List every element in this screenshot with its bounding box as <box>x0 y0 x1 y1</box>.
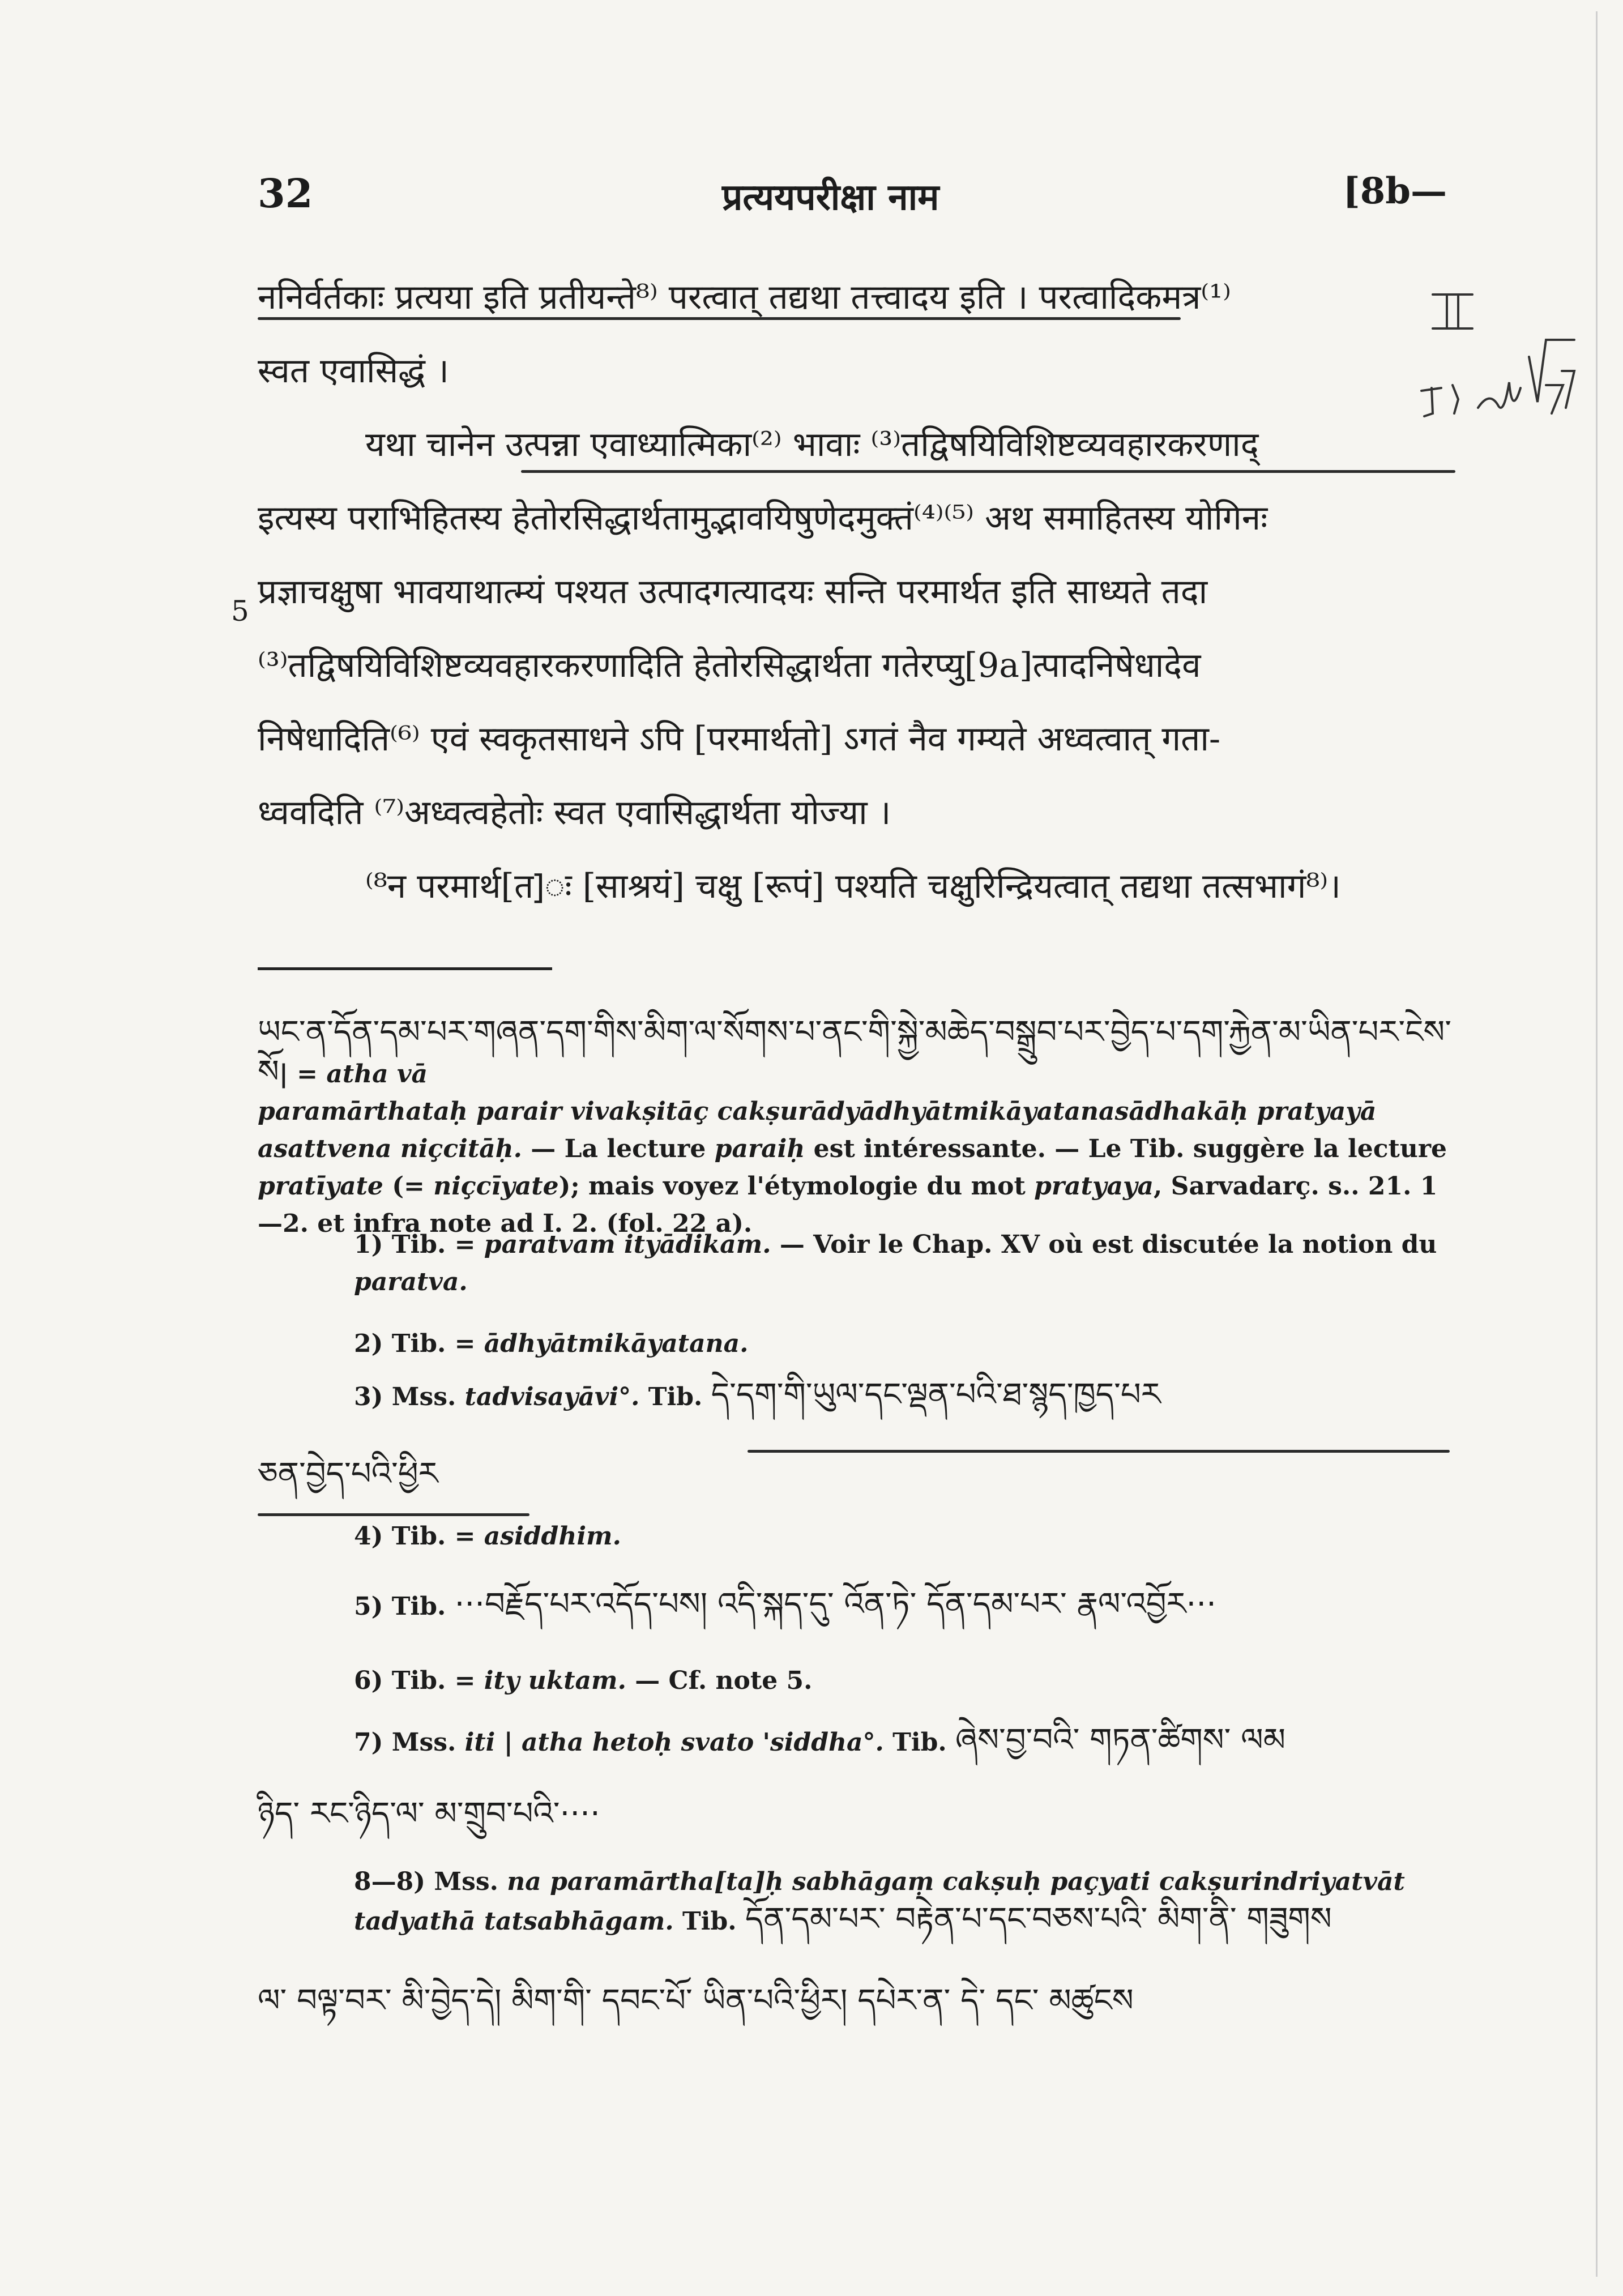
footnote-0-e: est intéressante. — Le Tib. suggère la lecture <box>805 1134 1447 1163</box>
footnote-3-tibetan-1: དེ་དག་གི་ཡུལ་དང་ལྡན་པའི་ཐ་སྙད་ཁྱད་པར <box>711 1376 1161 1413</box>
footnote-3 <box>258 1376 1453 1416</box>
footnote-5-tibetan: ···བརྗོད་པར་འདོད་པས། འདི་སྐད་དུ་ འོན་ཏེ་ དོན་དམ་པར་ རྣལ་འབྱོར··· <box>454 1586 1216 1623</box>
footnote-3-a: 3) Mss. <box>354 1382 465 1411</box>
footnote-0-g: (= <box>383 1172 434 1201</box>
footnote-3-c: Tib. <box>639 1382 711 1411</box>
folio-marker: [8b— <box>1343 170 1447 212</box>
handwritten-underline-3 <box>748 1450 1450 1453</box>
footnote-7-tibetan-1: ཞེས་བྱ་བའི་ གཏན་ཚིགས་ ལམ <box>955 1722 1286 1759</box>
footnote-6-a: 6) Tib. = <box>354 1666 484 1695</box>
sanskrit-line-2: स्वत एवासिद्धं । <box>258 351 449 391</box>
footnote-4 <box>258 1518 1453 1555</box>
footnote-0-a: atha vā <box>326 1060 428 1089</box>
footnote-1-b: paratvam ityādikam. <box>484 1230 771 1259</box>
page-edge <box>1596 11 1598 2277</box>
footnote-7-tibetan-2: ཉིད་ རང་ཉིད་ལ་ མ་གྲུབ་པའི་···· <box>258 1795 600 1832</box>
footnote-3-b: tadvisayāvi°. <box>464 1382 640 1411</box>
footnote-0-j: pratyaya <box>1034 1172 1154 1201</box>
handwritten-underline-1 <box>258 317 1181 320</box>
running-title: प्रत्ययपरीक्षा नाम <box>722 176 939 219</box>
footnote-2-b: ādhyātmikāyatana. <box>484 1329 749 1358</box>
footnote-7 <box>258 1722 1453 1761</box>
footnote-6-b: ity uktam. <box>484 1666 626 1695</box>
footnote-0-d: paraiḥ <box>714 1134 805 1163</box>
sanskrit-text <box>258 261 1458 923</box>
footnote-4-b: asiddhim. <box>484 1522 621 1551</box>
footnote-8 <box>258 1863 1453 1940</box>
page-header <box>258 170 1447 221</box>
footnote-0-b: paramārthataḥ parair vivakṣitāç cakṣurādyādhyātmikāyatanasādhakāḥ pratyayā asattvena niçcitāḥ. <box>258 1097 1377 1163</box>
sanskrit-line-7: निषेधादिति⁽⁶⁾ एवं स्वकृतसाधने ऽपि [परमार्थतो] ऽगतं नैव गम्यते अध्वत्वात् गता- <box>258 719 1221 759</box>
footnote-0-k: , Sarvadarç. s.. 21. 1—2. et infra note ad I. 2. (fol. 22 a). <box>258 1172 1438 1238</box>
footnote-1-a: 1) Tib. = <box>354 1230 484 1259</box>
footnote-4-a: 4) Tib. = <box>354 1522 484 1551</box>
sanskrit-line-6: ⁽³⁾तद्विषयिविशिष्टव्यवहारकरणादिति हेतोरसिद्धार्थता गतेरप्यु[9a]त्पादनिषेधादेव <box>258 646 1201 685</box>
handwritten-underline-2 <box>521 470 1455 473</box>
footnote-8-cont <box>258 1982 1453 2022</box>
footnote-7-a: 7) Mss. <box>354 1728 465 1757</box>
footnote-7-b: iti | atha hetoḥ svato 'siddha°. <box>464 1728 884 1757</box>
sanskrit-line-3: यथा चानेन उत्पन्ना एवाध्यात्मिका⁽²⁾ भावाः ⁽³⁾तद्विषयिविशिष्टव्यवहारकरणाद् <box>365 425 1259 464</box>
footnote-8-tibetan-1: དོན་དམ་པར་ བརྟེན་པ་དང་བཅས་པའི་ མིག་ནི་ གཟུགས <box>745 1901 1332 1937</box>
footnote-8-c: Tib. <box>673 1907 745 1936</box>
sanskrit-line-1: ननिर्वर्तकाः प्रत्यया इति प्रतीयन्ते⁸⁾ परत्वात् तद्यथा तत्त्वादय इति । परत्वादिकमत्र⁽¹⁾ <box>258 278 1231 317</box>
footnote-2-a: 2) Tib. = <box>354 1329 484 1358</box>
footnote-2 <box>258 1325 1453 1363</box>
sanskrit-line-4: इत्यस्य पराभिहितस्य हेतोरसिद्धार्थतामुद्भावयिषुणेदमुक्तं⁽⁴⁾⁽⁵⁾ अथ समाहितस्य योगिनः <box>258 498 1268 538</box>
footnote-1-d: paratva. <box>354 1268 468 1296</box>
handwritten-underline-4 <box>258 1513 529 1516</box>
footnote-0-c: — La lecture <box>522 1134 715 1163</box>
footnote-7-cont <box>258 1795 1453 1835</box>
footnote-8-b: na paramārtha[ta]ḥ sabhāgaṃ cakṣuḥ paçyati cakṣurindriyatvāt tadyathā tatsabhāgam. <box>354 1867 1405 1936</box>
footnote-6 <box>258 1662 1453 1700</box>
footnote-8-a: 8—8) Mss. <box>354 1867 507 1896</box>
footnote-1-c: — Voir le Chap. XV où est discutée la notion du <box>771 1230 1437 1259</box>
footnote-5-a: 5) Tib. <box>354 1592 455 1621</box>
footnote-5 <box>258 1586 1453 1625</box>
page-number: 32 <box>258 170 313 217</box>
footnote-6-c: — Cf. note 5. <box>626 1666 813 1695</box>
sanskrit-line-5: प्रज्ञाचक्षुषा भावयाथात्म्यं पश्यत उत्पादगत्यादयः सन्ति परमार्थत इति साध्यते तदा <box>258 572 1208 612</box>
sanskrit-line-9: ⁽⁸न परमार्थ[त]ः [साश्रयं] चक्षु [रूपं] पश्यति चक्षुरिन्द्रियत्वात् तद्यथा तत्सभागं⁸⁾। <box>365 867 1341 906</box>
footnote-8-tibetan-2: ལ་ བལྟ་བར་ མི་བྱེད་དེ། མིག་གི་ དབང་པོ་ ཡིན་པའི་ཕྱིར། དཔེར་ན་ དེ་ དང་ མཚུངས <box>258 1982 1134 2019</box>
sanskrit-line-8: ध्ववदिति ⁽⁷⁾अध्वत्वहेतोः स्वत एवासिद्धार्थता योज्या । <box>258 793 891 833</box>
footnote-0 <box>258 1014 1453 1243</box>
footnote-0-eq: | = <box>279 1060 327 1089</box>
footnote-7-c: Tib. <box>883 1728 955 1757</box>
footnote-0-h: niçcīyate <box>433 1172 559 1201</box>
line-number-marker: 5 <box>231 595 249 628</box>
footnote-0-f: pratīyate <box>258 1172 383 1201</box>
footnote-3-cont <box>258 1456 1453 1495</box>
footnote-3-tibetan-2: ཅན་བྱེད་པའི་ཕྱིར <box>258 1456 438 1492</box>
footnote-0-i: ); mais voyez l'étymologie du mot <box>558 1172 1035 1201</box>
footnote-1 <box>258 1226 1453 1301</box>
footnote-rule <box>258 967 552 970</box>
footnote-0-tibetan: ཡང་ན་དོན་དམ་པར་གཞན་དག་གིས་མིག་ལ་སོགས་པ་ནང་གི་སྐྱེ་མཆེད་བསྒྲུབ་པར་བྱེད་པ་དག་རྐྱེན་མ་ཡིན་པར་ངེས་སོ <box>258 1014 1451 1090</box>
